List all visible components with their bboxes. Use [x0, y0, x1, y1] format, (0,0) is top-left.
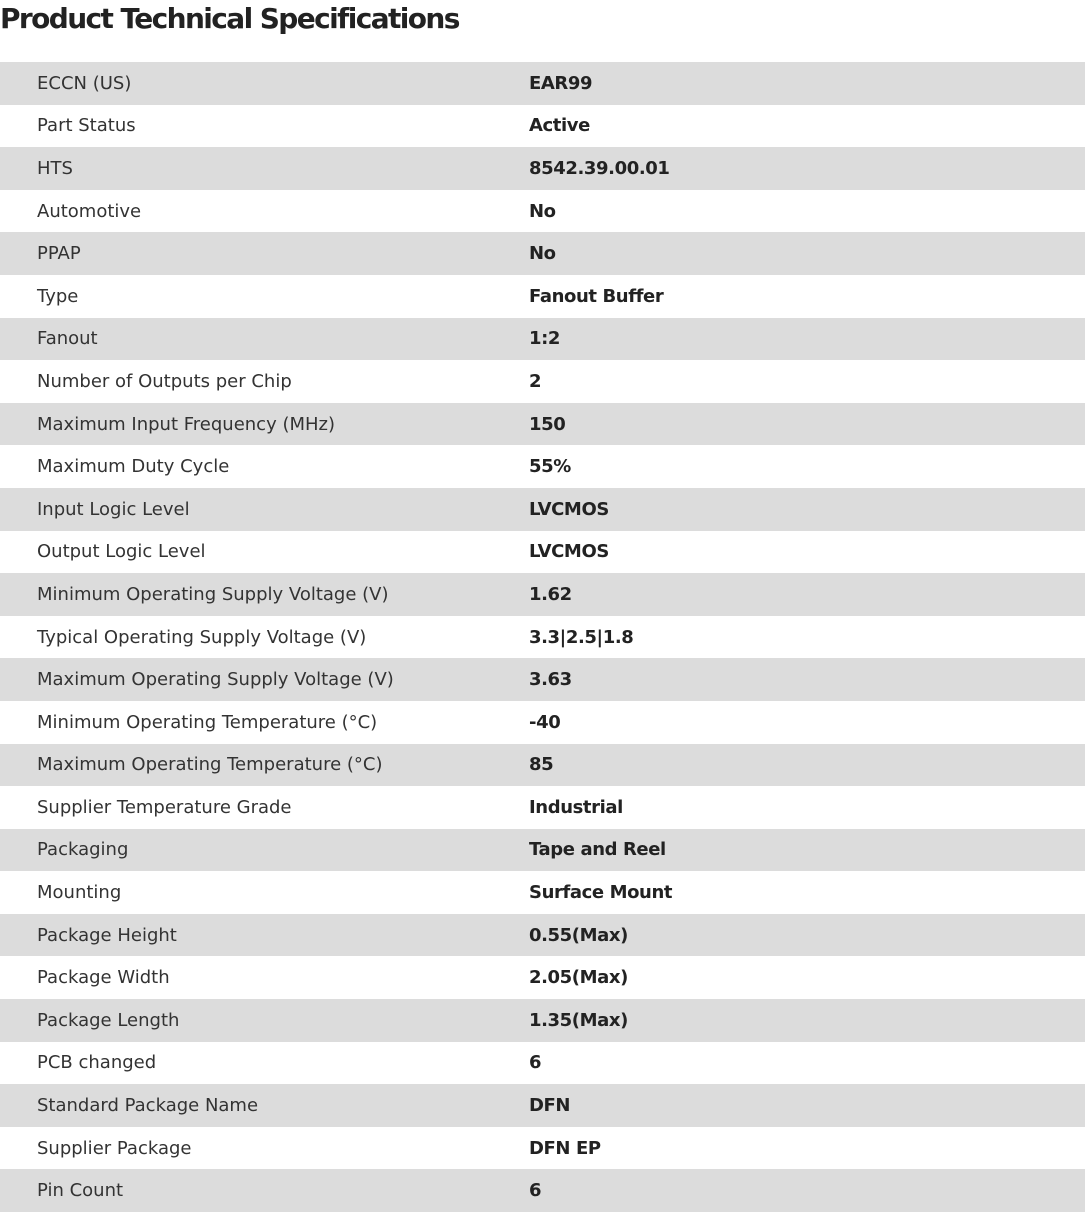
spec-row [0, 829, 1085, 872]
spec-value: 6 [529, 1052, 542, 1074]
spec-label: Maximum Duty Cycle [37, 456, 230, 478]
spec-row [0, 105, 1085, 148]
spec-value: 1:2 [529, 328, 561, 350]
spec-row [0, 147, 1085, 190]
spec-row [0, 62, 1085, 105]
spec-label: Output Logic Level [37, 541, 206, 563]
spec-value: 2.05(Max) [529, 967, 628, 989]
spec-value: EAR99 [529, 72, 593, 94]
spec-label: Packaging [37, 839, 129, 861]
spec-row [0, 744, 1085, 787]
spec-label: Package Width [37, 967, 170, 989]
spec-label: Maximum Operating Temperature (°C) [37, 754, 383, 776]
spec-row [0, 403, 1085, 446]
spec-row [0, 1084, 1085, 1127]
spec-label: Number of Outputs per Chip [37, 370, 292, 392]
spec-row [0, 999, 1085, 1042]
spec-value: Active [529, 115, 590, 137]
spec-row [0, 1169, 1085, 1212]
spec-value: DFN [529, 1095, 571, 1117]
spec-row [0, 701, 1085, 744]
spec-value: 3.63 [529, 669, 572, 691]
spec-value: 2 [529, 370, 542, 392]
spec-value: LVCMOS [529, 541, 609, 563]
spec-row [0, 445, 1085, 488]
spec-label: PCB changed [37, 1052, 157, 1074]
spec-value: 55% [529, 456, 571, 478]
spec-label: Minimum Operating Temperature (°C) [37, 711, 378, 733]
spec-label: Supplier Package [37, 1137, 192, 1159]
spec-label: Mounting [37, 882, 122, 904]
spec-row [0, 1127, 1085, 1170]
spec-value: LVCMOS [529, 498, 609, 520]
spec-row [0, 786, 1085, 829]
spec-label: HTS [37, 157, 73, 179]
spec-label: Pin Count [37, 1180, 124, 1202]
spec-label: Maximum Input Frequency (MHz) [37, 413, 336, 435]
spec-row [0, 360, 1085, 403]
spec-row [0, 658, 1085, 701]
spec-label: Package Height [37, 924, 177, 946]
spec-row [0, 275, 1085, 318]
spec-value: 85 [529, 754, 554, 776]
spec-label: Part Status [37, 115, 136, 137]
spec-label: Fanout [37, 328, 98, 350]
spec-row [0, 956, 1085, 999]
spec-table [0, 62, 1085, 1212]
spec-row [0, 488, 1085, 531]
spec-value: No [529, 200, 556, 222]
spec-value: 6 [529, 1180, 542, 1202]
spec-label: PPAP [37, 243, 81, 265]
spec-value: 0.55(Max) [529, 924, 628, 946]
spec-label: Input Logic Level [37, 498, 190, 520]
spec-value: Surface Mount [529, 882, 673, 904]
spec-row [0, 573, 1085, 616]
spec-row [0, 531, 1085, 574]
spec-label: Package Length [37, 1009, 180, 1031]
spec-value: DFN EP [529, 1137, 601, 1159]
spec-value: Industrial [529, 796, 623, 818]
spec-row [0, 914, 1085, 957]
spec-value: 8542.39.00.01 [529, 157, 670, 179]
spec-row [0, 190, 1085, 233]
spec-value: 150 [529, 413, 566, 435]
spec-value: 3.3|2.5|1.8 [529, 626, 634, 648]
spec-label: Standard Package Name [37, 1095, 259, 1117]
spec-row [0, 616, 1085, 659]
spec-row [0, 232, 1085, 275]
spec-row [0, 871, 1085, 914]
spec-label: ECCN (US) [37, 72, 132, 94]
spec-label: Minimum Operating Supply Voltage (V) [37, 583, 389, 605]
spec-label: Automotive [37, 200, 142, 222]
page-title: Product Technical Specifications [0, 2, 459, 35]
spec-value: No [529, 243, 556, 265]
spec-label: Supplier Temperature Grade [37, 796, 292, 818]
spec-row [0, 1042, 1085, 1085]
spec-label: Typical Operating Supply Voltage (V) [37, 626, 367, 648]
spec-value: 1.62 [529, 583, 572, 605]
spec-value: 1.35(Max) [529, 1009, 628, 1031]
spec-value: Fanout Buffer [529, 285, 664, 307]
spec-row [0, 318, 1085, 361]
spec-label: Type [37, 285, 79, 307]
spec-value: -40 [529, 711, 561, 733]
spec-label: Maximum Operating Supply Voltage (V) [37, 669, 394, 691]
spec-value: Tape and Reel [529, 839, 666, 861]
